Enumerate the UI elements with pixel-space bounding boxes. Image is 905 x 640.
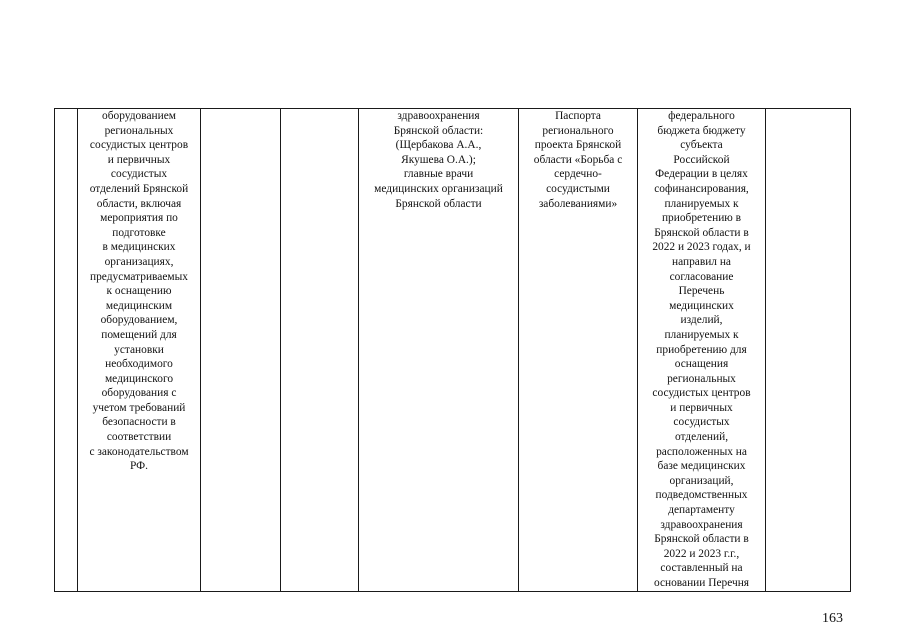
document-table — [54, 108, 851, 592]
table-cell-event-description: оборудованием региональных сосудистых центров и первичных сосудистых отделений Брянской области, включая мероприятия по подготовке в медицинских организациях, предусматриваемых к оснащению медицинским оборудованием, помещений для установки необходимого медицинского оборудования с учетом требований безопасности в соответствии с законодательством РФ. — [78, 109, 201, 592]
table-cell-number — [55, 109, 78, 592]
table-cell-result: федерального бюджета бюджету субъекта Российской Федерации в целях софинансирования, планируемых к приобретению в Брянской области в 2022 и 2023 годах, и направил на согласование Перечень медицинских изделий, планируемых к приобретению для оснащения региональных сосудистых центров и первичных сосудистых отделений, расположенных на базе медицинских организаций, подведомственных департаменту здравоохранения Брянской области в 2022 и 2023 г.г., составленный на основании Перечня — [638, 109, 766, 592]
table-cell-basis: Паспорта регионального проекта Брянской области «Борьба с сердечно- сосудистыми заболеваниями» — [519, 109, 638, 592]
table-cell-start-date — [201, 109, 281, 592]
table-row — [55, 109, 851, 592]
table-cell-end-date — [281, 109, 359, 592]
table-cell-responsible: здравоохранения Брянской области: (Щербакова А.А., Якушева О.А.); главные врачи медицинских организаций Брянской области — [359, 109, 519, 592]
page-number: 163 — [822, 611, 843, 626]
document-table-wrapper — [54, 108, 851, 592]
table-cell-notes — [766, 109, 851, 592]
